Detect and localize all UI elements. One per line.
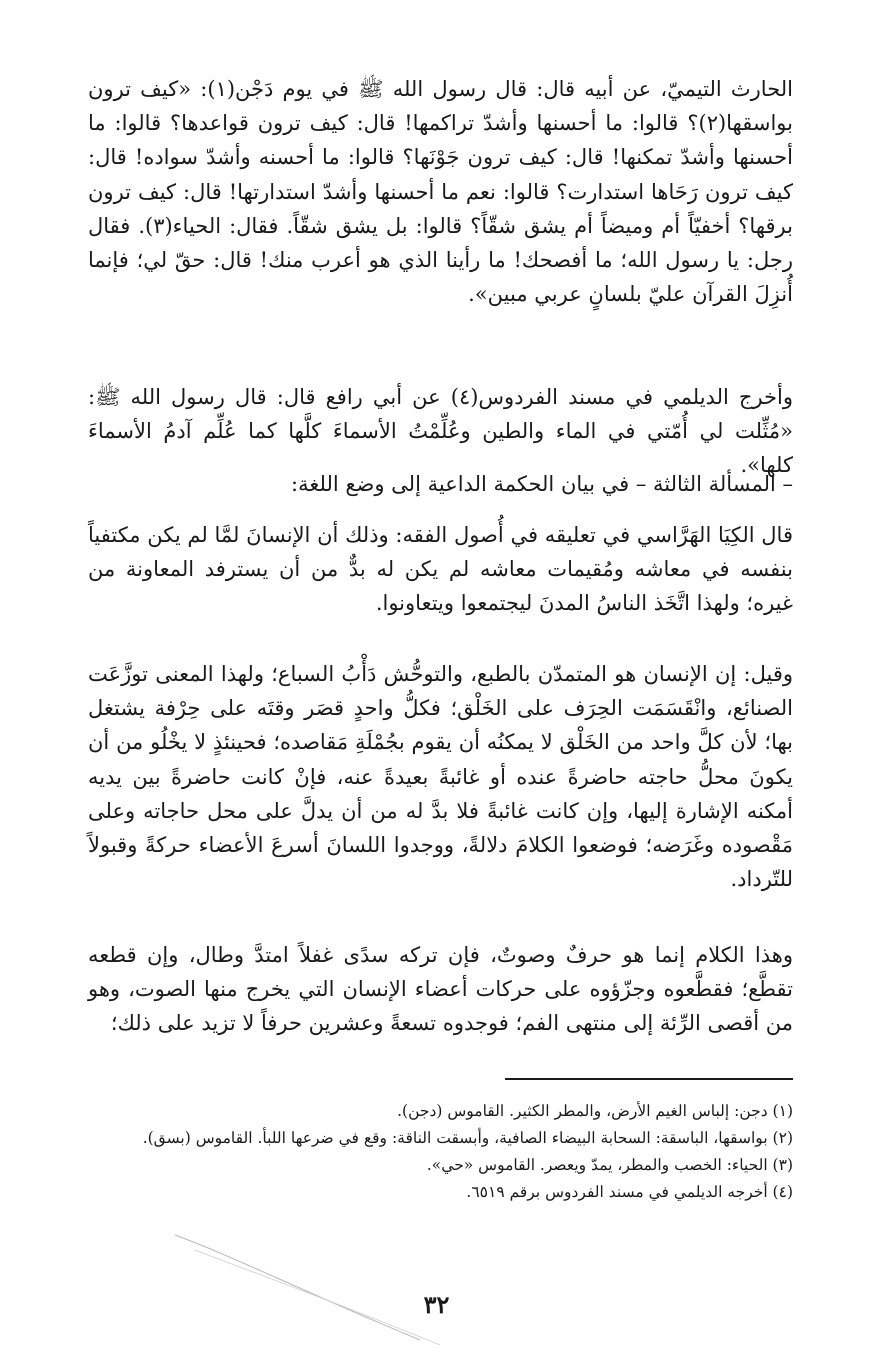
footnote-1: (١) دجن: إلباس الغيم الأرض، والمطر الكثير. القاموس (دجن).	[397, 1102, 793, 1120]
body-paragraph-civilized-nature	[88, 657, 793, 896]
page-number: ٣٢	[423, 1290, 450, 1319]
paragraph-text: وقيل: إن الإنسان هو المتمدّن بالطبع، والتوحُّش دَأْبُ السباع؛ ولهذا المعنى توزَّعَت الصنائع، وانْقَسَمَت الحِرَف على الخَلْق؛ فكلُّ واحدٍ قصَر وقتَه على حِرْفة يشتغل بها؛ لأن كلَّ واحد من الخَلْق لا يمكنُه أن يقوم بجُمْلَةِ مَقاصده؛ فحينئذٍ لا يخْلُو من أن يكونَ محلُّ حاجته حاضرةً عنده أو غائبةً بعيدةً عنه، فإنْ كانت حاضرةً بين يديه أمكنه الإشارة إليها، وإن كانت غائبةً فلا بدَّ له من أن يدلَّ على محل حاجاته وعلى مَقْصوده وغَرَضه؛ فوضعوا الكلامَ دلالةً، ووجدوا اللسانَ أسرعَ الأعضاء حركةً وقبولاً للتّرداد.	[88, 662, 793, 892]
footnote-3: (٣) الحياء: الخصب والمطر، يمدّ ويعصر. القاموس «حي».	[426, 1156, 793, 1174]
footnote-2: (٢) بواسقها، الباسقة: السحابة البيضاء الصافية، وأبسقت الناقة: وقع في ضرعها اللبأ. القاموس (بسق).	[142, 1129, 793, 1147]
body-paragraph-hadith-clouds	[88, 72, 793, 311]
paragraph-text: وهذا الكلام إنما هو حرفٌ وصوتٌ، فإن تركه سدًى غفلاً امتدَّ وطال، وإن قطعه تقطَّع؛ فقطَّعوه وجزّؤوه على حركات أعضاء الإنسان التي يخرج منها الصوت، وهو من أقصى الرِّئة إلى منتهى الفم؛ فوجدوه تسعةً وعشرين حرفاً لا تزيد على ذلك؛	[88, 943, 793, 1036]
paragraph-text: قال الكِيَا الهَرَّاسي في تعليقه في أُصول الفقه: وذلك أن الإنسانَ لمَّا لم يكن مكتفياً بنفسه في معاشه ومُقيمات معاشه لم يكن له بدٌّ من أن يسترفد المعاونة من غيره؛ ولهذا اتَّخَذ الناسُ المدنَ ليجتمعوا ويتعاونوا.	[88, 523, 793, 616]
section-heading-text: – المسألة الثالثة – في بيان الحكمة الداعية إلى وضع اللغة:	[291, 472, 793, 496]
paragraph-text: وأخرج الديلمي في مسند الفردوس(٤) عن أبي رافع قال: قال رسول الله ﷺ: «مُثِّلت لي أُمّتي في الماء والطين وعُلِّمْتُ الأسماءَ كلَّها كما عُلِّم آدمُ الأسماءَ كلها».	[88, 385, 793, 478]
footnote-4: (٤) أخرجه الديلمي في مسند الفردوس برقم ٦٥١٩.	[466, 1183, 793, 1201]
body-paragraph-kiya-harrasi	[88, 518, 793, 621]
section-heading-third-issue	[88, 467, 793, 501]
paragraph-text: الحارث التيميّ، عن أبيه قال: قال رسول الله ﷺ في يوم دَجْن(١): «كيف ترون بواسقها(٢)؟ قالوا: ما أحسنها وأشدّ تراكمها! قال: كيف ترون قواعدها؟ قالوا: ما أحسنها وأشدّ تمكنها! قال: كيف ترون جَوْنَها؟ قالوا: ما أحسنه وأشدّ سواده! قال: كيف ترون رَحَاها استدارت؟ قالوا: نعم ما أحسنها وأشدّ استدارتها! قال: كيف ترون برقها؟ أخفيّاً أم وميضاً أم يشق شقّاً؟ قالوا: بل يشق شقّاً. فقال: الحياء(٣). فقال رجل: يا رسول الله؛ ما أفصحك! ما رأينا الذي هو أعرب منك! قال: حقّ لي؛ فإنما أُنزِلَ القرآن عليّ بلسانٍ عربي مبين».	[88, 77, 793, 307]
body-paragraph-letters-and-sounds	[88, 938, 793, 1041]
footnotes	[88, 1098, 793, 1206]
footnote-separator-rule	[505, 1078, 793, 1080]
